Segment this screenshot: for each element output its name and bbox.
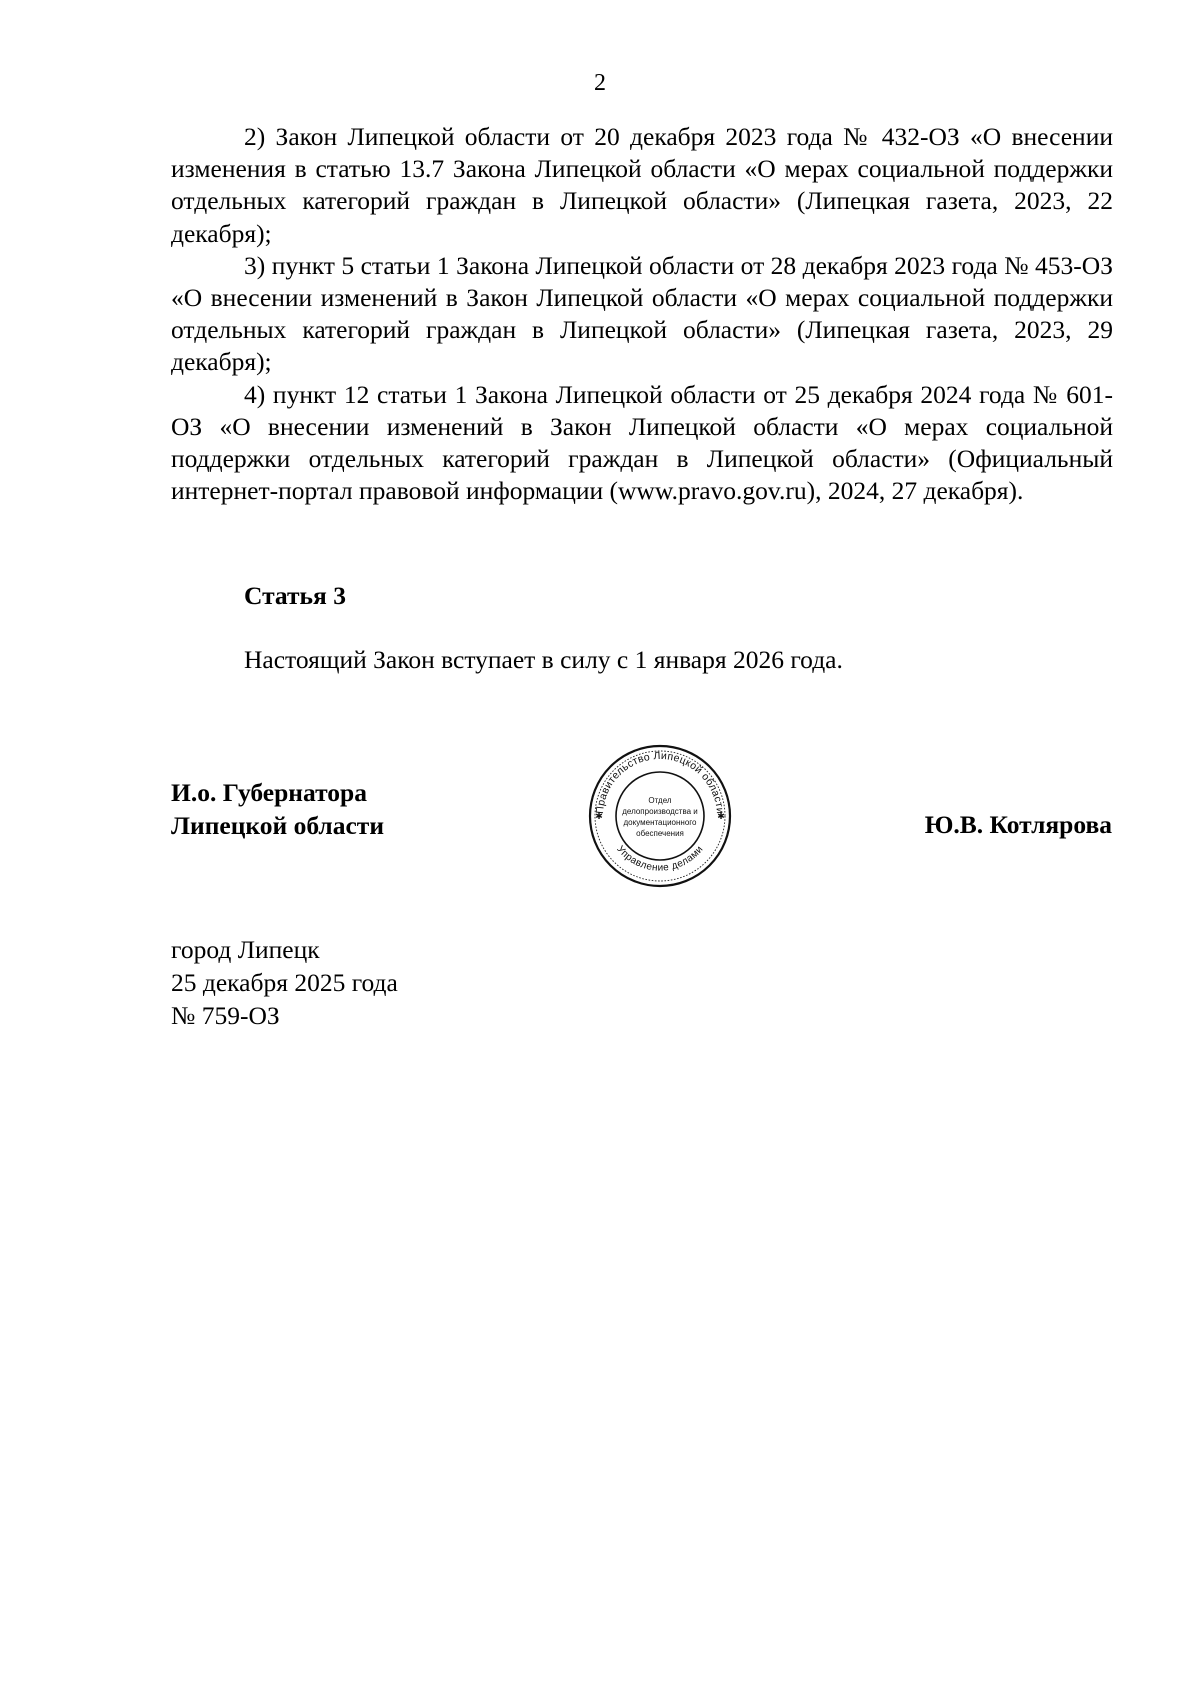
- seal-star-left-icon: ✱: [595, 812, 603, 822]
- signatory-title: [171, 776, 384, 842]
- signatory-title-line1: И.о. Губернатора: [171, 778, 367, 807]
- signatory-title-line2: Липецкой области: [171, 811, 385, 840]
- seal-bottom-text: Управление делами: [614, 843, 706, 874]
- article-text: Настоящий Закон вступает в силу с 1 января 2026 года.: [244, 645, 843, 674]
- document-number: № 759-ОЗ: [171, 1001, 280, 1030]
- paragraph-item-4: 4) пункт 12 статьи 1 Закона Липецкой области от 25 декабря 2024 года № 601-ОЗ «О внесении изменений в Закон Липецкой области «О мерах социальной поддержки отдельных категорий граждан в Липецкой области» (Официальный интернет-портал правовой информации (www.pravo.gov.ru), 2024, 27 декабря).: [171, 379, 1113, 506]
- official-seal: [587, 743, 733, 889]
- seal-inner-line: Отдел: [648, 796, 672, 805]
- signatory-name: Ю.В. Котлярова: [924, 810, 1112, 839]
- seal-inner-line: делопроизводства и: [622, 807, 698, 816]
- page-number: 2: [594, 70, 606, 96]
- place-date-block: [171, 933, 398, 1032]
- article-heading: Статья 3: [244, 581, 346, 610]
- place-city: город Липецк: [171, 935, 320, 964]
- paragraph-item-3: 3) пункт 5 статьи 1 Закона Липецкой области от 28 декабря 2023 года № 453-ОЗ «О внесении изменений в Закон Липецкой области «О мерах социальной поддержки отдельных категорий граждан в Липецкой области» (Липецкая газета, 2023, 29 декабря);: [171, 250, 1113, 377]
- seal-inner-line: обеспечения: [636, 829, 684, 838]
- paragraph-item-2: 2) Закон Липецкой области от 20 декабря 2023 года № 432-ОЗ «О внесении изменения в статью 13.7 Закона Липецкой области «О мерах социальной поддержки отдельных категорий граждан в Липецкой области» (Липецкая газета, 2023, 22 декабря);: [171, 122, 1113, 248]
- svg-text:Управление делами: [614, 844, 705, 874]
- document-body: [171, 121, 1113, 507]
- seal-star-right-icon: ✱: [717, 812, 725, 822]
- document-date: 25 декабря 2025 года: [171, 968, 398, 997]
- seal-outer-text: Правительство Липецкой области: [593, 749, 727, 815]
- seal-inner-line: документационного: [623, 818, 697, 827]
